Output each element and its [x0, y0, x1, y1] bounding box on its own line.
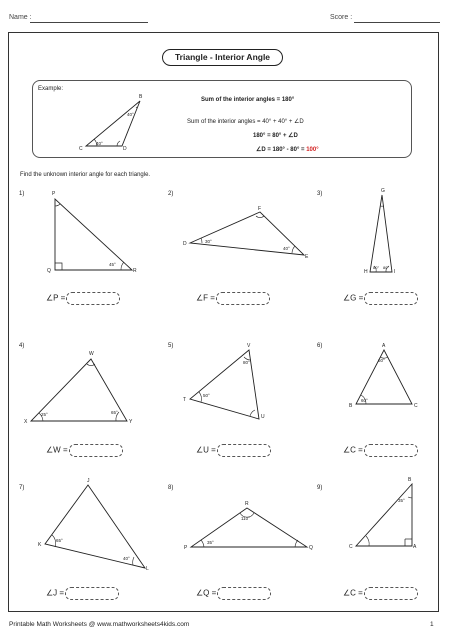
p8-vertex-r: R [245, 501, 249, 507]
answer-7-label: ∠J = [46, 588, 65, 598]
score-label: Score : [330, 14, 353, 21]
example-label: Example: [38, 86, 64, 92]
p4-angle-y: 65° [111, 410, 118, 415]
p1-vertex-r: R [133, 268, 137, 274]
answer-3[interactable] [343, 292, 418, 305]
answer-6[interactable] [343, 444, 418, 457]
answer-8-label: ∠Q = [196, 588, 217, 598]
p6-vertex-a: A [382, 343, 386, 349]
answer-4-box[interactable] [69, 444, 123, 457]
answer-9-label: ∠C = [343, 588, 363, 598]
example-angle-b: 40° [127, 112, 134, 117]
p8-vertex-p: P [184, 545, 188, 551]
example-angle-c: 40° [96, 141, 103, 146]
example-step2: 180° = 80° + ∠D [253, 133, 298, 139]
problem-9-number: 9) [317, 485, 323, 491]
problem-5-number: 5) [168, 343, 174, 349]
example-rule: Sum of the interior angles = 180° [201, 97, 295, 103]
answer-3-box[interactable] [364, 292, 418, 305]
answer-4-label: ∠W = [46, 445, 68, 455]
answer-8[interactable] [196, 587, 271, 600]
example-step3-answer: 100° [306, 147, 319, 153]
p8-vertex-q: Q [309, 545, 313, 551]
example-step1: Sum of the interior angles = 40° + 40° + ∠D [187, 119, 304, 125]
answer-9-box[interactable] [364, 587, 418, 600]
answer-1-box[interactable] [66, 292, 120, 305]
p3-vertex-g: G [381, 188, 385, 194]
p3-angle-i: 80° [383, 265, 390, 270]
answer-6-label: ∠C = [343, 445, 363, 455]
p9-vertex-b: B [408, 477, 412, 483]
p2-vertex-e: E [305, 254, 309, 260]
answer-9[interactable] [343, 587, 418, 600]
answer-2-label: ∠F = [196, 293, 215, 303]
p2-angle-d: 30° [205, 239, 212, 244]
p5-vertex-u: U [261, 414, 265, 420]
p7-vertex-k: K [38, 542, 42, 548]
problem-7-number: 7) [19, 485, 25, 491]
p6-angle-a: 60° [378, 358, 385, 363]
p6-vertex-b: B [349, 403, 353, 409]
problem-8-number: 8) [168, 485, 174, 491]
worksheet-title: Triangle - Interior Angle [162, 49, 283, 66]
p1-vertex-p: P [52, 191, 56, 197]
example-vertex-d: D [123, 146, 127, 152]
answer-3-label: ∠G = [343, 293, 364, 303]
p6-angle-b: 60° [361, 398, 368, 403]
page-number: 1 [430, 621, 434, 628]
problem-1-number: 1) [19, 191, 25, 197]
answer-7[interactable] [46, 587, 119, 600]
p5-vertex-t: T [183, 397, 187, 403]
instruction: Find the unknown interior angle for each triangle. [20, 172, 151, 178]
problem-4-number: 4) [19, 343, 25, 349]
p3-vertex-i: I [394, 269, 396, 275]
p2-angle-e: 40° [283, 246, 290, 251]
p2-vertex-f: F [258, 206, 262, 212]
problem-3-number: 3) [317, 191, 323, 197]
problem-2-number: 2) [168, 191, 174, 197]
answer-2[interactable] [196, 292, 270, 305]
p7-angle-k: 65° [56, 538, 63, 543]
p5-angle-t: 50° [203, 393, 210, 398]
p8-angle-r: 110° [241, 516, 250, 521]
answer-4[interactable] [46, 444, 123, 457]
p4-vertex-y: Y [129, 419, 133, 425]
p4-angle-x: 25° [41, 412, 48, 417]
example-step3-text: ∠D = 180° - 80° = [256, 147, 307, 153]
p6-vertex-c: C [414, 403, 418, 409]
answer-8-box[interactable] [217, 587, 271, 600]
answer-6-box[interactable] [364, 444, 418, 457]
problem-6-number: 6) [317, 343, 323, 349]
p7-angle-l: 40° [123, 556, 130, 561]
p9-vertex-a: A [413, 544, 417, 550]
example-vertex-b: B [139, 94, 143, 100]
p2-vertex-d: D [183, 241, 187, 247]
p1-angle-r: 45° [109, 262, 116, 267]
answer-5-box[interactable] [217, 444, 271, 457]
p3-angle-h: 80° [373, 265, 380, 270]
p3-vertex-h: H [364, 269, 368, 275]
name-label: Name : [9, 14, 32, 21]
answer-1[interactable] [46, 292, 120, 305]
p5-angle-v: 80° [243, 360, 250, 365]
p5-vertex-v: V [247, 343, 251, 349]
p8-angle-p: 35° [207, 540, 214, 545]
p9-angle-b: 35° [398, 498, 405, 503]
p9-vertex-c: C [349, 544, 353, 550]
answer-5-label: ∠U = [196, 445, 216, 455]
answer-7-box[interactable] [65, 587, 119, 600]
example-vertex-c: C [79, 146, 83, 152]
p4-vertex-x: X [24, 419, 28, 425]
p7-vertex-l: L [146, 566, 149, 572]
footer-text: Printable Math Worksheets @ www.mathworksheets4kids.com [9, 621, 190, 628]
p4-vertex-w: W [89, 351, 94, 357]
answer-1-label: ∠P = [46, 293, 66, 303]
p7-vertex-j: J [87, 478, 90, 484]
answer-5[interactable] [196, 444, 271, 457]
answer-2-box[interactable] [216, 292, 270, 305]
p1-vertex-q: Q [47, 268, 51, 274]
